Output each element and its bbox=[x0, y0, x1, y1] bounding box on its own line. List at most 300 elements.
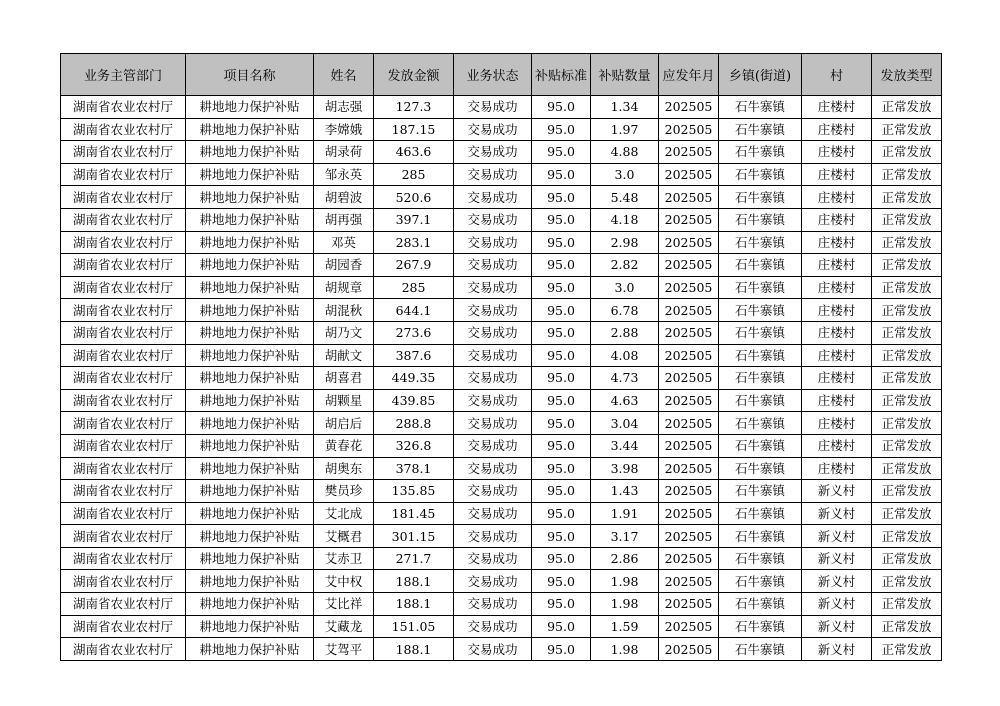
cell-project-name: 耕地地力保护补贴 bbox=[186, 118, 314, 141]
cell-town: 石牛寨镇 bbox=[719, 480, 802, 503]
cell-issue-type: 正常发放 bbox=[872, 412, 942, 435]
cell-status: 交易成功 bbox=[454, 502, 532, 525]
cell-town: 石牛寨镇 bbox=[719, 208, 802, 231]
cell-amount: 271.7 bbox=[374, 547, 454, 570]
cell-department: 湖南省农业农村厅 bbox=[61, 118, 186, 141]
cell-status: 交易成功 bbox=[454, 457, 532, 480]
cell-issue-type: 正常发放 bbox=[872, 638, 942, 661]
cell-amount: 285 bbox=[374, 276, 454, 299]
cell-status: 交易成功 bbox=[454, 570, 532, 593]
cell-village: 庄楼村 bbox=[802, 276, 872, 299]
cell-quantity: 1.91 bbox=[591, 502, 659, 525]
cell-month: 202505 bbox=[659, 434, 719, 457]
cell-status: 交易成功 bbox=[454, 593, 532, 616]
cell-name: 黄春花 bbox=[314, 434, 374, 457]
cell-standard: 95.0 bbox=[532, 638, 591, 661]
cell-village: 新义村 bbox=[802, 547, 872, 570]
cell-department: 湖南省农业农村厅 bbox=[61, 254, 186, 277]
cell-standard: 95.0 bbox=[532, 96, 591, 119]
cell-village: 庄楼村 bbox=[802, 367, 872, 390]
cell-name: 胡乃文 bbox=[314, 321, 374, 344]
cell-town: 石牛寨镇 bbox=[719, 231, 802, 254]
cell-department: 湖南省农业农村厅 bbox=[61, 141, 186, 164]
table-row bbox=[61, 367, 942, 390]
cell-project-name: 耕地地力保护补贴 bbox=[186, 321, 314, 344]
cell-issue-type: 正常发放 bbox=[872, 231, 942, 254]
cell-amount: 188.1 bbox=[374, 638, 454, 661]
table-row bbox=[61, 208, 942, 231]
cell-month: 202505 bbox=[659, 163, 719, 186]
cell-project-name: 耕地地力保护补贴 bbox=[186, 434, 314, 457]
subsidy-table bbox=[60, 53, 942, 661]
column-header-standard: 补贴标准 bbox=[532, 54, 591, 96]
cell-standard: 95.0 bbox=[532, 593, 591, 616]
table-row bbox=[61, 412, 942, 435]
cell-issue-type: 正常发放 bbox=[872, 389, 942, 412]
cell-amount: 285 bbox=[374, 163, 454, 186]
cell-town: 石牛寨镇 bbox=[719, 367, 802, 390]
cell-name: 艾中权 bbox=[314, 570, 374, 593]
cell-quantity: 2.86 bbox=[591, 547, 659, 570]
cell-project-name: 耕地地力保护补贴 bbox=[186, 457, 314, 480]
cell-amount: 288.8 bbox=[374, 412, 454, 435]
cell-month: 202505 bbox=[659, 502, 719, 525]
cell-issue-type: 正常发放 bbox=[872, 593, 942, 616]
cell-issue-type: 正常发放 bbox=[872, 547, 942, 570]
cell-standard: 95.0 bbox=[532, 412, 591, 435]
cell-project-name: 耕地地力保护补贴 bbox=[186, 547, 314, 570]
cell-town: 石牛寨镇 bbox=[719, 186, 802, 209]
cell-department: 湖南省农业农村厅 bbox=[61, 96, 186, 119]
cell-department: 湖南省农业农村厅 bbox=[61, 367, 186, 390]
cell-quantity: 3.0 bbox=[591, 163, 659, 186]
cell-amount: 326.8 bbox=[374, 434, 454, 457]
cell-project-name: 耕地地力保护补贴 bbox=[186, 141, 314, 164]
cell-standard: 95.0 bbox=[532, 299, 591, 322]
column-header-status: 业务状态 bbox=[454, 54, 532, 96]
cell-quantity: 2.98 bbox=[591, 231, 659, 254]
cell-amount: 520.6 bbox=[374, 186, 454, 209]
cell-standard: 95.0 bbox=[532, 480, 591, 503]
column-header-town: 乡镇(街道) bbox=[719, 54, 802, 96]
cell-amount: 127.3 bbox=[374, 96, 454, 119]
cell-department: 湖南省农业农村厅 bbox=[61, 480, 186, 503]
cell-department: 湖南省农业农村厅 bbox=[61, 502, 186, 525]
cell-town: 石牛寨镇 bbox=[719, 638, 802, 661]
cell-standard: 95.0 bbox=[532, 321, 591, 344]
cell-project-name: 耕地地力保护补贴 bbox=[186, 638, 314, 661]
cell-status: 交易成功 bbox=[454, 321, 532, 344]
table-row bbox=[61, 344, 942, 367]
cell-name: 胡喜君 bbox=[314, 367, 374, 390]
cell-name: 胡再强 bbox=[314, 208, 374, 231]
cell-village: 庄楼村 bbox=[802, 412, 872, 435]
cell-village: 庄楼村 bbox=[802, 186, 872, 209]
cell-name: 胡园香 bbox=[314, 254, 374, 277]
table-row bbox=[61, 141, 942, 164]
cell-standard: 95.0 bbox=[532, 276, 591, 299]
cell-department: 湖南省农业农村厅 bbox=[61, 163, 186, 186]
cell-standard: 95.0 bbox=[532, 434, 591, 457]
cell-amount: 387.6 bbox=[374, 344, 454, 367]
cell-issue-type: 正常发放 bbox=[872, 254, 942, 277]
cell-quantity: 4.88 bbox=[591, 141, 659, 164]
cell-quantity: 4.63 bbox=[591, 389, 659, 412]
cell-project-name: 耕地地力保护补贴 bbox=[186, 208, 314, 231]
table-row bbox=[61, 118, 942, 141]
cell-issue-type: 正常发放 bbox=[872, 457, 942, 480]
column-header-village: 村 bbox=[802, 54, 872, 96]
cell-standard: 95.0 bbox=[532, 163, 591, 186]
cell-name: 胡志强 bbox=[314, 96, 374, 119]
cell-quantity: 1.98 bbox=[591, 638, 659, 661]
cell-project-name: 耕地地力保护补贴 bbox=[186, 344, 314, 367]
cell-issue-type: 正常发放 bbox=[872, 367, 942, 390]
cell-amount: 151.05 bbox=[374, 615, 454, 638]
cell-status: 交易成功 bbox=[454, 118, 532, 141]
cell-issue-type: 正常发放 bbox=[872, 276, 942, 299]
cell-department: 湖南省农业农村厅 bbox=[61, 457, 186, 480]
cell-issue-type: 正常发放 bbox=[872, 525, 942, 548]
cell-month: 202505 bbox=[659, 186, 719, 209]
cell-village: 庄楼村 bbox=[802, 118, 872, 141]
cell-project-name: 耕地地力保护补贴 bbox=[186, 186, 314, 209]
cell-village: 庄楼村 bbox=[802, 208, 872, 231]
cell-issue-type: 正常发放 bbox=[872, 141, 942, 164]
cell-name: 艾北成 bbox=[314, 502, 374, 525]
column-header-month: 应发年月 bbox=[659, 54, 719, 96]
cell-town: 石牛寨镇 bbox=[719, 570, 802, 593]
cell-village: 庄楼村 bbox=[802, 141, 872, 164]
cell-department: 湖南省农业农村厅 bbox=[61, 276, 186, 299]
cell-month: 202505 bbox=[659, 321, 719, 344]
cell-town: 石牛寨镇 bbox=[719, 299, 802, 322]
cell-amount: 188.1 bbox=[374, 593, 454, 616]
cell-issue-type: 正常发放 bbox=[872, 615, 942, 638]
cell-standard: 95.0 bbox=[532, 457, 591, 480]
cell-project-name: 耕地地力保护补贴 bbox=[186, 525, 314, 548]
cell-month: 202505 bbox=[659, 480, 719, 503]
cell-project-name: 耕地地力保护补贴 bbox=[186, 231, 314, 254]
cell-amount: 378.1 bbox=[374, 457, 454, 480]
table-row bbox=[61, 570, 942, 593]
cell-quantity: 1.97 bbox=[591, 118, 659, 141]
cell-month: 202505 bbox=[659, 96, 719, 119]
cell-amount: 283.1 bbox=[374, 231, 454, 254]
cell-status: 交易成功 bbox=[454, 389, 532, 412]
cell-status: 交易成功 bbox=[454, 96, 532, 119]
table-row bbox=[61, 231, 942, 254]
cell-quantity: 3.44 bbox=[591, 434, 659, 457]
table-row bbox=[61, 434, 942, 457]
cell-status: 交易成功 bbox=[454, 367, 532, 390]
cell-standard: 95.0 bbox=[532, 118, 591, 141]
cell-village: 新义村 bbox=[802, 525, 872, 548]
cell-name: 胡启后 bbox=[314, 412, 374, 435]
table-row bbox=[61, 502, 942, 525]
cell-village: 新义村 bbox=[802, 593, 872, 616]
cell-name: 胡奥东 bbox=[314, 457, 374, 480]
cell-town: 石牛寨镇 bbox=[719, 434, 802, 457]
cell-amount: 463.6 bbox=[374, 141, 454, 164]
cell-town: 石牛寨镇 bbox=[719, 321, 802, 344]
cell-quantity: 2.88 bbox=[591, 321, 659, 344]
cell-status: 交易成功 bbox=[454, 638, 532, 661]
cell-town: 石牛寨镇 bbox=[719, 525, 802, 548]
cell-month: 202505 bbox=[659, 254, 719, 277]
cell-amount: 439.85 bbox=[374, 389, 454, 412]
cell-department: 湖南省农业农村厅 bbox=[61, 525, 186, 548]
cell-amount: 397.1 bbox=[374, 208, 454, 231]
cell-department: 湖南省农业农村厅 bbox=[61, 412, 186, 435]
cell-project-name: 耕地地力保护补贴 bbox=[186, 615, 314, 638]
cell-quantity: 5.48 bbox=[591, 186, 659, 209]
table-row bbox=[61, 593, 942, 616]
cell-status: 交易成功 bbox=[454, 276, 532, 299]
cell-issue-type: 正常发放 bbox=[872, 434, 942, 457]
cell-standard: 95.0 bbox=[532, 186, 591, 209]
cell-amount: 267.9 bbox=[374, 254, 454, 277]
cell-standard: 95.0 bbox=[532, 389, 591, 412]
cell-quantity: 2.82 bbox=[591, 254, 659, 277]
cell-name: 艾比祥 bbox=[314, 593, 374, 616]
cell-project-name: 耕地地力保护补贴 bbox=[186, 96, 314, 119]
cell-status: 交易成功 bbox=[454, 412, 532, 435]
table-row bbox=[61, 321, 942, 344]
cell-status: 交易成功 bbox=[454, 615, 532, 638]
cell-month: 202505 bbox=[659, 615, 719, 638]
cell-issue-type: 正常发放 bbox=[872, 321, 942, 344]
cell-town: 石牛寨镇 bbox=[719, 502, 802, 525]
cell-quantity: 4.08 bbox=[591, 344, 659, 367]
column-header-project-name: 项目名称 bbox=[186, 54, 314, 96]
cell-project-name: 耕地地力保护补贴 bbox=[186, 502, 314, 525]
cell-quantity: 1.98 bbox=[591, 593, 659, 616]
cell-village: 庄楼村 bbox=[802, 254, 872, 277]
cell-amount: 135.85 bbox=[374, 480, 454, 503]
cell-month: 202505 bbox=[659, 118, 719, 141]
table-row bbox=[61, 163, 942, 186]
cell-village: 庄楼村 bbox=[802, 434, 872, 457]
cell-name: 胡混秋 bbox=[314, 299, 374, 322]
cell-status: 交易成功 bbox=[454, 344, 532, 367]
cell-department: 湖南省农业农村厅 bbox=[61, 299, 186, 322]
cell-town: 石牛寨镇 bbox=[719, 254, 802, 277]
cell-department: 湖南省农业农村厅 bbox=[61, 570, 186, 593]
cell-issue-type: 正常发放 bbox=[872, 570, 942, 593]
cell-town: 石牛寨镇 bbox=[719, 344, 802, 367]
cell-village: 庄楼村 bbox=[802, 321, 872, 344]
cell-quantity: 4.18 bbox=[591, 208, 659, 231]
table-row bbox=[61, 254, 942, 277]
cell-project-name: 耕地地力保护补贴 bbox=[186, 367, 314, 390]
column-header-name: 姓名 bbox=[314, 54, 374, 96]
cell-project-name: 耕地地力保护补贴 bbox=[186, 299, 314, 322]
table-row bbox=[61, 638, 942, 661]
cell-month: 202505 bbox=[659, 525, 719, 548]
table-row bbox=[61, 547, 942, 570]
table-row bbox=[61, 276, 942, 299]
column-header-amount: 发放金额 bbox=[374, 54, 454, 96]
cell-project-name: 耕地地力保护补贴 bbox=[186, 480, 314, 503]
cell-department: 湖南省农业农村厅 bbox=[61, 593, 186, 616]
cell-standard: 95.0 bbox=[532, 570, 591, 593]
column-header-issue-type: 发放类型 bbox=[872, 54, 942, 96]
cell-town: 石牛寨镇 bbox=[719, 593, 802, 616]
cell-town: 石牛寨镇 bbox=[719, 118, 802, 141]
cell-status: 交易成功 bbox=[454, 434, 532, 457]
cell-status: 交易成功 bbox=[454, 480, 532, 503]
cell-name: 艾藏龙 bbox=[314, 615, 374, 638]
cell-village: 庄楼村 bbox=[802, 299, 872, 322]
cell-month: 202505 bbox=[659, 299, 719, 322]
cell-town: 石牛寨镇 bbox=[719, 276, 802, 299]
cell-status: 交易成功 bbox=[454, 208, 532, 231]
cell-village: 庄楼村 bbox=[802, 389, 872, 412]
cell-amount: 449.35 bbox=[374, 367, 454, 390]
cell-standard: 95.0 bbox=[532, 525, 591, 548]
cell-status: 交易成功 bbox=[454, 163, 532, 186]
cell-name: 胡碧波 bbox=[314, 186, 374, 209]
cell-town: 石牛寨镇 bbox=[719, 389, 802, 412]
cell-month: 202505 bbox=[659, 638, 719, 661]
cell-issue-type: 正常发放 bbox=[872, 163, 942, 186]
cell-standard: 95.0 bbox=[532, 547, 591, 570]
cell-name: 艾赤卫 bbox=[314, 547, 374, 570]
cell-name: 李嫦娥 bbox=[314, 118, 374, 141]
cell-issue-type: 正常发放 bbox=[872, 299, 942, 322]
cell-department: 湖南省农业农村厅 bbox=[61, 208, 186, 231]
cell-project-name: 耕地地力保护补贴 bbox=[186, 570, 314, 593]
cell-quantity: 6.78 bbox=[591, 299, 659, 322]
cell-department: 湖南省农业农村厅 bbox=[61, 638, 186, 661]
cell-standard: 95.0 bbox=[532, 502, 591, 525]
cell-department: 湖南省农业农村厅 bbox=[61, 321, 186, 344]
cell-month: 202505 bbox=[659, 593, 719, 616]
cell-quantity: 1.34 bbox=[591, 96, 659, 119]
cell-department: 湖南省农业农村厅 bbox=[61, 615, 186, 638]
cell-standard: 95.0 bbox=[532, 367, 591, 390]
table-row bbox=[61, 299, 942, 322]
table-body bbox=[61, 96, 942, 661]
cell-month: 202505 bbox=[659, 231, 719, 254]
cell-month: 202505 bbox=[659, 367, 719, 390]
cell-issue-type: 正常发放 bbox=[872, 118, 942, 141]
cell-standard: 95.0 bbox=[532, 231, 591, 254]
cell-project-name: 耕地地力保护补贴 bbox=[186, 593, 314, 616]
cell-status: 交易成功 bbox=[454, 186, 532, 209]
cell-issue-type: 正常发放 bbox=[872, 186, 942, 209]
cell-department: 湖南省农业农村厅 bbox=[61, 547, 186, 570]
cell-project-name: 耕地地力保护补贴 bbox=[186, 163, 314, 186]
cell-amount: 301.15 bbox=[374, 525, 454, 548]
table-row bbox=[61, 525, 942, 548]
table-row bbox=[61, 457, 942, 480]
cell-department: 湖南省农业农村厅 bbox=[61, 434, 186, 457]
cell-village: 庄楼村 bbox=[802, 457, 872, 480]
column-header-quantity: 补贴数量 bbox=[591, 54, 659, 96]
cell-month: 202505 bbox=[659, 457, 719, 480]
cell-month: 202505 bbox=[659, 412, 719, 435]
cell-town: 石牛寨镇 bbox=[719, 412, 802, 435]
cell-month: 202505 bbox=[659, 547, 719, 570]
cell-village: 新义村 bbox=[802, 638, 872, 661]
cell-status: 交易成功 bbox=[454, 231, 532, 254]
cell-town: 石牛寨镇 bbox=[719, 96, 802, 119]
cell-town: 石牛寨镇 bbox=[719, 457, 802, 480]
cell-month: 202505 bbox=[659, 276, 719, 299]
cell-status: 交易成功 bbox=[454, 525, 532, 548]
table-row bbox=[61, 389, 942, 412]
table-row bbox=[61, 615, 942, 638]
cell-quantity: 1.98 bbox=[591, 570, 659, 593]
cell-standard: 95.0 bbox=[532, 254, 591, 277]
table-row bbox=[61, 480, 942, 503]
cell-project-name: 耕地地力保护补贴 bbox=[186, 276, 314, 299]
cell-town: 石牛寨镇 bbox=[719, 547, 802, 570]
cell-status: 交易成功 bbox=[454, 547, 532, 570]
table-row bbox=[61, 96, 942, 119]
column-header-department: 业务主管部门 bbox=[61, 54, 186, 96]
cell-name: 樊员珍 bbox=[314, 480, 374, 503]
cell-amount: 181.45 bbox=[374, 502, 454, 525]
cell-issue-type: 正常发放 bbox=[872, 480, 942, 503]
cell-name: 胡录荷 bbox=[314, 141, 374, 164]
cell-town: 石牛寨镇 bbox=[719, 141, 802, 164]
cell-village: 庄楼村 bbox=[802, 344, 872, 367]
cell-village: 新义村 bbox=[802, 615, 872, 638]
cell-month: 202505 bbox=[659, 344, 719, 367]
cell-month: 202505 bbox=[659, 141, 719, 164]
cell-amount: 644.1 bbox=[374, 299, 454, 322]
cell-village: 庄楼村 bbox=[802, 163, 872, 186]
cell-town: 石牛寨镇 bbox=[719, 163, 802, 186]
table-row bbox=[61, 186, 942, 209]
cell-project-name: 耕地地力保护补贴 bbox=[186, 389, 314, 412]
cell-quantity: 3.98 bbox=[591, 457, 659, 480]
cell-quantity: 1.43 bbox=[591, 480, 659, 503]
cell-quantity: 4.73 bbox=[591, 367, 659, 390]
cell-village: 新义村 bbox=[802, 480, 872, 503]
cell-village: 庄楼村 bbox=[802, 96, 872, 119]
cell-department: 湖南省农业农村厅 bbox=[61, 231, 186, 254]
cell-name: 胡颗星 bbox=[314, 389, 374, 412]
cell-project-name: 耕地地力保护补贴 bbox=[186, 254, 314, 277]
cell-month: 202505 bbox=[659, 389, 719, 412]
cell-issue-type: 正常发放 bbox=[872, 96, 942, 119]
cell-issue-type: 正常发放 bbox=[872, 208, 942, 231]
cell-amount: 273.6 bbox=[374, 321, 454, 344]
cell-town: 石牛寨镇 bbox=[719, 615, 802, 638]
cell-standard: 95.0 bbox=[532, 208, 591, 231]
cell-quantity: 3.17 bbox=[591, 525, 659, 548]
cell-project-name: 耕地地力保护补贴 bbox=[186, 412, 314, 435]
cell-department: 湖南省农业农村厅 bbox=[61, 344, 186, 367]
cell-status: 交易成功 bbox=[454, 254, 532, 277]
table-header bbox=[61, 54, 942, 96]
cell-status: 交易成功 bbox=[454, 141, 532, 164]
cell-month: 202505 bbox=[659, 208, 719, 231]
header-row bbox=[61, 54, 942, 96]
cell-village: 新义村 bbox=[802, 570, 872, 593]
cell-quantity: 3.04 bbox=[591, 412, 659, 435]
cell-amount: 188.1 bbox=[374, 570, 454, 593]
cell-amount: 187.15 bbox=[374, 118, 454, 141]
cell-standard: 95.0 bbox=[532, 344, 591, 367]
cell-department: 湖南省农业农村厅 bbox=[61, 389, 186, 412]
cell-name: 邹永英 bbox=[314, 163, 374, 186]
cell-name: 胡规章 bbox=[314, 276, 374, 299]
